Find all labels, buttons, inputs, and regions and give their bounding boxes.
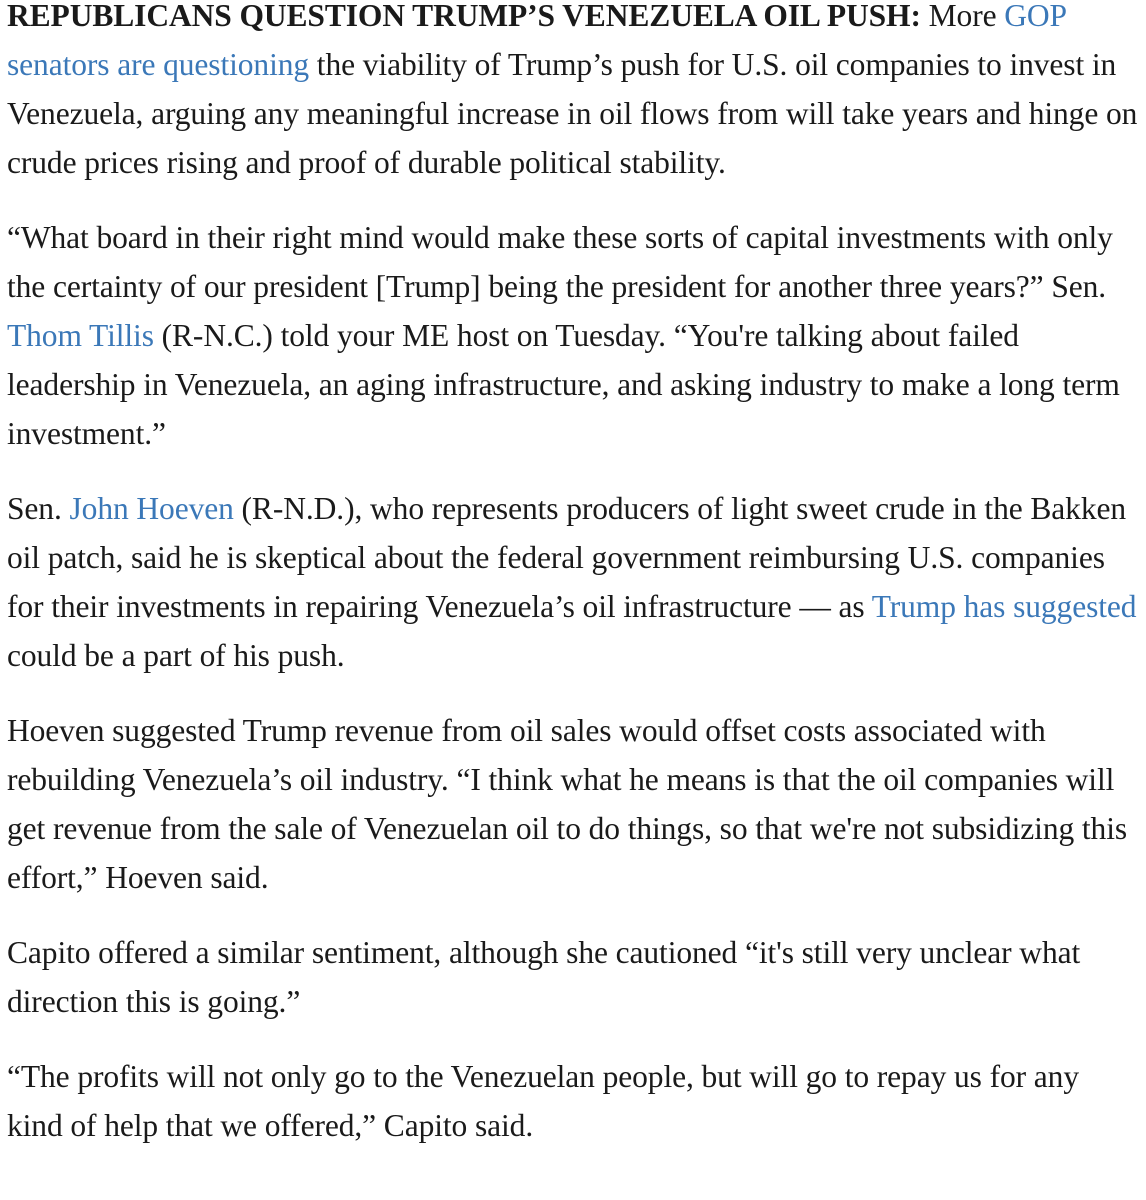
paragraph-text: (R-N.D.), who represents producers of light sweet crude in the Bakken oil patch, said he is skeptical about the federal government reimbursing U.S. companies for their investments in repairing Venezuela’s oil infrastructure — as [7,491,1127,624]
paragraph-text: (R-N.C.) told your ME host on Tuesday. “You're talking about failed leadership in Venezuela, an aging infrastructure, and asking industry to make a long term investment.” [7,318,1120,451]
paragraph-text: More [920,0,1005,33]
paragraph-5: Capito offered a similar sentiment, although she cautioned “it's still very unclear what direction this is going.” [7,935,1081,1019]
john-hoeven-link[interactable]: John Hoeven [69,491,234,526]
paragraph-3 [7,484,1140,680]
gop-senators-link[interactable]: GOP senators are questioning [7,0,1066,82]
paragraph-text: “What board in their right mind would make these sorts of capital investments with only the certainty of our president [Trump] being the president for another three years?” Sen. [7,220,1113,304]
paragraph-4: Hoeven suggested Trump revenue from oil sales would offset costs associated with rebuilding Venezuela’s oil industry. “I think what he means is that the oil companies will get revenue from the sale of Venezuelan oil to do things, so that we're not subsidizing this effort,” Hoeven said. [7,713,1128,895]
paragraph-text: the viability of Trump’s push for U.S. oil companies to invest in Venezuela, arguing any meaningful increase in oil flows from will take years and hinge on crude prices rising and proof of durable political stability. [7,47,1138,180]
paragraph-1 [7,0,1140,187]
trump-has-suggested-link[interactable]: Trump has suggested [871,589,1137,624]
section-kicker: REPUBLICANS QUESTION TRUMP’S VENEZUELA OIL PUSH: [7,0,921,33]
paragraph-text: Sen. [7,491,70,526]
paragraph-6: “The profits will not only go to the Venezuelan people, but will go to repay us for any kind of help that we offered,” Capito said. [7,1059,1079,1143]
paragraph-2 [7,213,1140,458]
paragraph-text: could be a part of his push. [7,638,345,673]
thom-tillis-link[interactable]: Thom Tillis [7,318,154,353]
